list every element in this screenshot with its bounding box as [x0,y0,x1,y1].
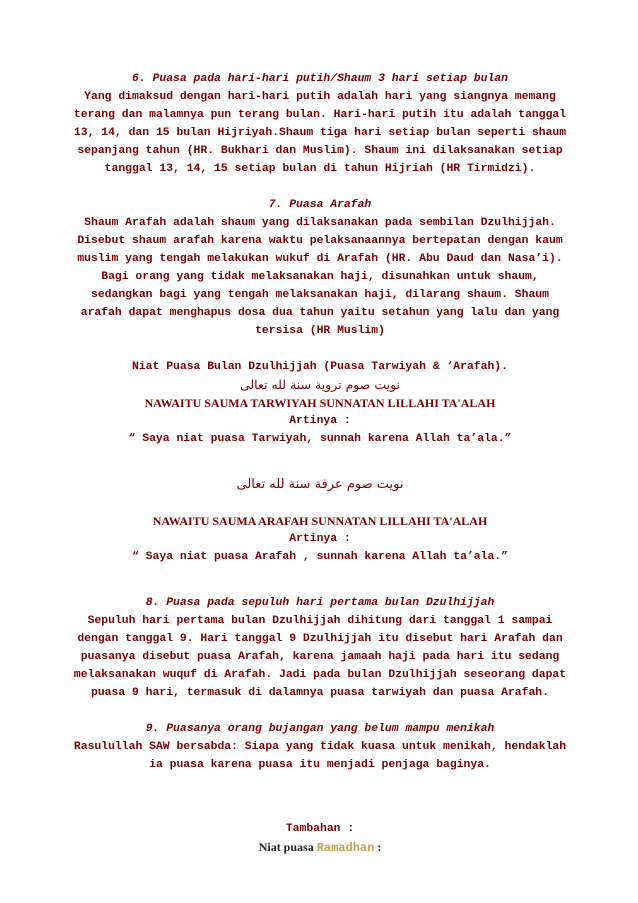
niat-ramadhan-word: Ramadhan [316,841,375,855]
niat-ramadhan-line [72,838,568,857]
section-7-title: 7. Puasa Arafah [268,199,372,211]
document-page [72,70,568,857]
tambahan-label: Tambahan : [285,823,355,835]
niat-arafah-artinya-label: Artinya : [289,533,351,545]
niat-arafah-arabic: نويت صوم عرفة سنة لله تعالى [236,477,404,492]
niat-arafah-latin: NAWAITU SAUMA ARAFAH SUNNATAN LILLAHI TA'ALAH [152,514,488,528]
section-9-body: Rasulullah SAW bersabda: Siapa yang tidak kuasa untuk menikah, hendaklah ia puasa karena puasa itu menjadi penjaga baginya. [73,741,567,771]
niat-tarwiyah-arabic: نويت صوم تروية سنة لله تعالى [239,377,401,392]
niat-tarwiyah-meaning: “ Saya niat puasa Tarwiyah, sunnah karena Allah ta’ala.” [128,433,512,445]
section-6-title: 6. Puasa pada hari-hari putih/Shaum 3 hari setiap bulan [132,73,508,85]
niat-dzulhijjah-heading: Niat Puasa Bulan Dzulhijjah (Puasa Tarwiyah & ‘Arafah). [132,361,508,373]
niat-ramadhan-suffix: : [377,840,382,854]
niat-ramadhan-prefix: Niat puasa [258,840,314,854]
section-6-body: Yang dimaksud dengan hari-hari putih adalah hari yang siangnya memang terang dan malamnya pun terang bulan. Hari-hari putih itu adalah tanggal 13, 14, dan 15 bulan Hijriyah.Shaum tiga hari setiap bulan seperti shaum sepanjang tahun (HR. Bukhari dan Muslim). Shaum ini dilaksanakan setiap tanggal 13, 14, 15 setiap bulan di tahun Hijriah (HR Tirmidzi). [73,91,567,175]
niat-tarwiyah-latin: NAWAITU SAUMA TARWIYAH SUNNATAN LILLAHI TA'ALAH [144,396,496,410]
section-8-body: Sepuluh hari pertama bulan Dzulhijjah dihitung dari tanggal 1 sampai dengan tanggal 9. Hari tanggal 9 Dzulhijjah itu disebut hari Arafah dan puasanya disebut puasa Arafah, karena jamaah haji pada hari itu sedang melaksanakan wuquf di Arafah. Jadi pada bulan Dzulhijjah seseorang dapat puasa 9 hari, termasuk di dalamnya puasa tarwiyah dan puasa Arafah. [73,615,567,699]
niat-tarwiyah-artinya-label: Artinya : [289,415,351,427]
niat-arafah-meaning: “ Saya niat puasa Arafah , sunnah karena Allah ta’ala.” [132,551,508,563]
section-9-title: 9. Puasanya orang bujangan yang belum mampu menikah [145,723,495,735]
section-8-title: 8. Puasa pada sepuluh hari pertama bulan Dzulhijjah [145,597,495,609]
section-7-body: Shaum Arafah adalah shaum yang dilaksanakan pada sembilan Dzulhijjah. Disebut shaum arafah karena waktu pelaksanaannya bertepatan dengan kaum muslim yang tengah melakukan wukuf di Arafah (HR. Abu Daud dan Nasa’i). Bagi orang yang tidak melaksanakan haji, disunahkan untuk shaum, sedangkan bagi yang tengah melaksanakan haji, dilarang shaum. Shaum arafah dapat menghapus dosa dua tahun yaitu setahun yang lalu dan yang tersisa (HR Muslim) [77,217,563,337]
